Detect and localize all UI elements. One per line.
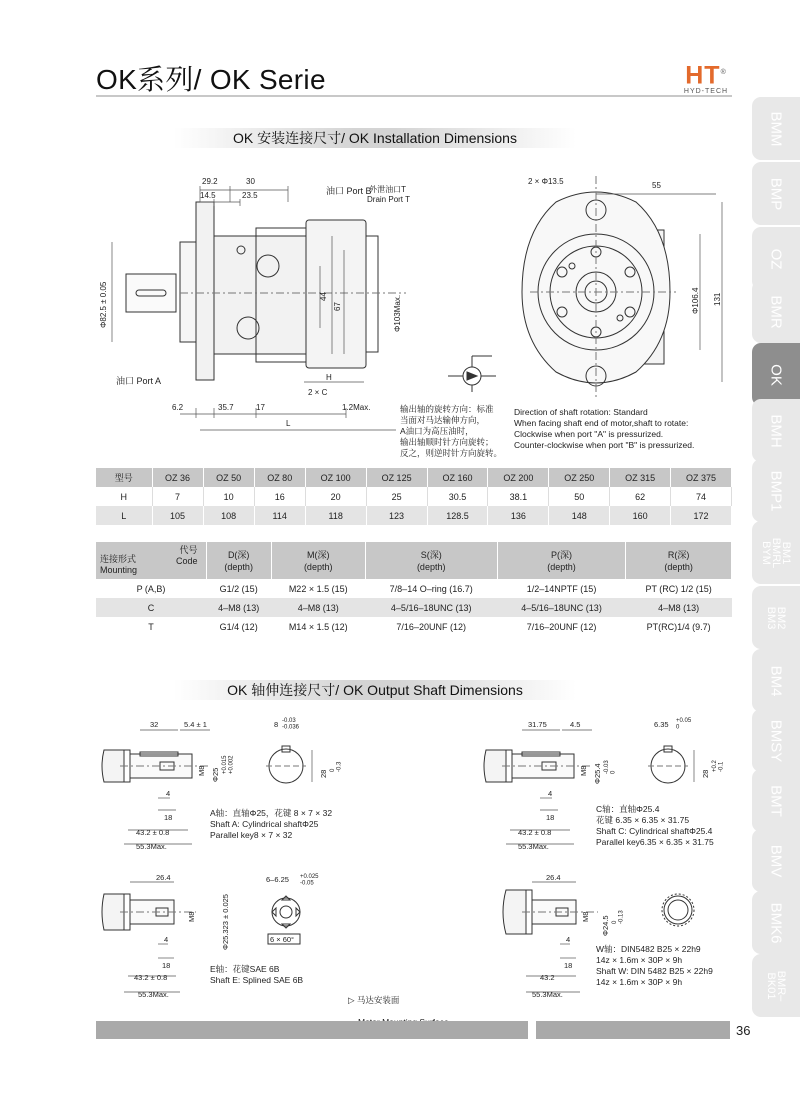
tol-8: -0.03 -0.036	[282, 718, 300, 731]
dim-44: 44	[319, 292, 328, 301]
tol-28: 0-0.3	[330, 761, 343, 772]
side-tab-label: BM1 BMRL BYM	[760, 537, 792, 568]
table-row	[96, 487, 732, 506]
table-cell: 7	[152, 487, 203, 506]
dim-phi25: Φ25	[211, 767, 220, 782]
dim-28: 28	[701, 769, 710, 778]
dim-18: 18	[162, 961, 171, 970]
table-cell: 4–M8 (13)	[626, 598, 732, 617]
dim-8: 8	[274, 720, 279, 729]
dim-6-35: 6.35	[654, 720, 669, 729]
table-cell: PT(RC)1/4 (9.7)	[626, 617, 732, 636]
dim-m8: M8	[187, 911, 196, 922]
table-cell: 1/2–14NPTF (15)	[497, 579, 625, 598]
dim-6-6-25: 6–6.25	[266, 875, 289, 884]
table-cell: 38.1	[488, 487, 549, 506]
logo-reg: ®	[720, 69, 727, 76]
table-cell: 4–M8 (13)	[206, 598, 271, 617]
models-header-label: 型号	[96, 468, 152, 487]
dim-phi82: Φ82.5 ± 0.05	[99, 281, 108, 328]
logo-subtitle: HYD-TECH	[683, 88, 729, 96]
side-tab-label: BMSY	[767, 719, 785, 762]
dim-m8: M8	[197, 765, 206, 776]
model-col: OZ 36	[152, 468, 203, 487]
side-tab-bmr-bk01[interactable]	[752, 954, 800, 1017]
dim-6-2: 6.2	[172, 403, 184, 412]
dim-4-5: 4.5	[570, 720, 581, 729]
dim-5-4: 5.4 ± 1	[184, 720, 207, 729]
dim-55-3: 55.3Max.	[532, 990, 563, 999]
dim-43-2: 43.2 ± 0.8	[134, 973, 168, 982]
side-tab-label: OZ	[767, 248, 785, 269]
page-number: 36	[736, 1023, 751, 1038]
dim-67: 67	[333, 302, 342, 311]
model-col: OZ 315	[610, 468, 671, 487]
row-label: T	[96, 617, 206, 636]
dim-43-2: 43.2 ± 0.8	[518, 828, 552, 837]
dim-14-5: 14.5	[200, 191, 216, 200]
label-port-a: 油口 Port A	[116, 376, 162, 386]
side-tab-bmsy[interactable]	[752, 709, 800, 772]
label-port-b: 油口 Port B	[326, 186, 372, 196]
table-cell: G1/4 (12)	[206, 617, 271, 636]
table-cell: 7/16–20UNF (12)	[497, 617, 625, 636]
model-col: OZ 375	[671, 468, 732, 487]
side-tab-label: BM2 BM3	[765, 606, 787, 629]
row-label: C	[96, 598, 206, 617]
shaft-section-title: OK 轴伸连接尺寸/ OK Output Shaft Dimensions	[227, 682, 523, 698]
table-cell: 105	[152, 506, 203, 525]
table-cell: M14 × 1.5 (12)	[271, 617, 365, 636]
footer-bar-right	[536, 1021, 730, 1039]
side-tab-label: OK	[767, 363, 785, 386]
side-tab-bm2[interactable]	[752, 586, 800, 649]
table-row	[96, 617, 732, 636]
tol-25-4: -0.030	[604, 760, 617, 774]
side-tab-bmk6[interactable]	[752, 891, 800, 954]
dim-angle: 6 × 60°	[270, 935, 295, 944]
row-label: L	[96, 506, 152, 525]
mount-col: D(深) (depth)	[206, 542, 271, 579]
mount-surface-cn: 马达安装面	[356, 995, 400, 1005]
side-tab-bmh[interactable]	[752, 399, 800, 462]
dim-l: L	[286, 419, 291, 428]
tol-24-5: 0-0.13	[612, 910, 625, 924]
logo-mark: HT	[685, 61, 721, 90]
side-tab-bmp[interactable]	[752, 162, 800, 225]
side-tab-bmr[interactable]	[752, 280, 800, 343]
side-tab-label: BMR– BK01	[765, 970, 787, 1001]
table-cell: 114	[254, 506, 305, 525]
table-cell: 136	[488, 506, 549, 525]
corner-code: 代号 Code	[175, 545, 198, 566]
table-cell: 172	[671, 506, 732, 525]
hydraulic-symbol-icon	[440, 350, 504, 394]
mount-col: S(深) (depth)	[365, 542, 497, 579]
side-tab-bm1[interactable]	[752, 521, 800, 584]
table-cell: 160	[610, 506, 671, 525]
side-tab-label: BMR	[767, 294, 785, 329]
shaft-e-caption: E轴：花键SAE 6B Shaft E: Splined SAE 6B	[210, 964, 304, 985]
dim-55-3: 55.3Max.	[518, 842, 549, 851]
side-tab-bmp1[interactable]	[752, 459, 800, 522]
mount-col: P(深) (depth)	[497, 542, 625, 579]
dim-55: 55	[652, 181, 661, 190]
side-tab-bm4[interactable]	[752, 649, 800, 712]
table-row	[96, 506, 732, 525]
shaft-w-caption: W轴：DIN5482 B25 × 22h9 14z × 1.6m × 30P × 9h Shaft W: DIN 5482 B25 × 22h9 14z × 1.6m × 30P × 9h	[596, 944, 713, 987]
table-cell: 16	[254, 487, 305, 506]
table-cell: PT (RC) 1/2 (15)	[626, 579, 732, 598]
dim-26-4: 26.4	[546, 873, 561, 882]
side-tab-label: BMK6	[767, 902, 785, 943]
table-cell: 108	[203, 506, 254, 525]
dim-2x-phi13: 2 × Φ13.5	[528, 177, 564, 186]
table-cell: 7/8–14 O–ring (16.7)	[365, 579, 497, 598]
dim-29-2: 29.2	[202, 177, 218, 186]
tol-6-35: +0.05 0	[676, 718, 692, 731]
mount-col: R(深) (depth)	[626, 542, 732, 579]
label-drain-en: Drain Port T	[367, 195, 410, 204]
dim-17: 17	[256, 403, 265, 412]
side-tab-label: BMH	[767, 413, 785, 448]
dim-55-3: 55.3Max.	[138, 990, 169, 999]
page-title: OK系列/ OK Serie	[96, 64, 326, 95]
tol-6-6-25: +0.025 -0.05	[300, 874, 319, 887]
tol-25: +0.015+0.002	[222, 755, 235, 774]
dim-2xc: 2 × C	[308, 388, 328, 397]
models-table	[96, 468, 732, 525]
dim-43-2: 43.2 ± 0.8	[136, 828, 170, 837]
mounting-header-row	[96, 542, 732, 579]
table-cell: 4–M8 (13)	[271, 598, 365, 617]
footer-bar-left	[96, 1021, 528, 1039]
table-cell: 4–5/16–18UNC (13)	[365, 598, 497, 617]
shaft-section-bar	[174, 680, 576, 700]
table-cell: 25	[366, 487, 427, 506]
mount-surface-triangle-icon: ▷	[348, 995, 357, 1005]
row-label: P (A,B)	[96, 579, 206, 598]
table-cell: 118	[305, 506, 366, 525]
dim-4: 4	[164, 935, 169, 944]
shaft-c-caption: C轴：直轴Φ25.4 花键 6.35 × 6.35 × 31.75 Shaft C: Cylindrical shaftΦ25.4 Parallel key6.35 × 6.35 × 31.75	[596, 804, 714, 847]
dim-phi24-5: Φ24.5	[601, 915, 610, 936]
table-row	[96, 579, 732, 598]
table-cell: 148	[549, 506, 610, 525]
table-cell: M22 × 1.5 (15)	[271, 579, 365, 598]
dim-43-2: 43.2	[540, 973, 555, 982]
table-cell: 74	[671, 487, 732, 506]
table-cell: 20	[305, 487, 366, 506]
dim-131: 131	[713, 292, 722, 306]
model-col: OZ 125	[366, 468, 427, 487]
dim-32: 32	[150, 720, 159, 729]
model-col: OZ 160	[427, 468, 488, 487]
dim-h: H	[326, 373, 332, 382]
dim-4: 4	[166, 789, 171, 798]
dim-31-75: 31.75	[528, 720, 547, 729]
installation-section-title: OK 安装连接尺寸/ OK Installation Dimensions	[233, 130, 517, 146]
dim-35-7: 35.7	[218, 403, 234, 412]
dim-4: 4	[548, 789, 553, 798]
rotation-note-en: Direction of shaft rotation: Standard When facing shaft end of motor,shaft to rotate: Clockwise when port "A" is pressurized. Counter-clockwise when port "B" is pressurized.	[514, 407, 695, 450]
front-view-drawing	[500, 172, 732, 402]
side-tab-label: BMV	[767, 844, 785, 877]
dim-55-3: 55.3Max.	[136, 842, 167, 851]
dim-23-5: 23.5	[242, 191, 258, 200]
tol-28: +0.2-0.1	[712, 760, 725, 772]
side-view-drawing	[96, 166, 426, 438]
label-drain-cn: 外泄油口T	[369, 185, 406, 194]
side-tab-label: BM4	[767, 665, 785, 696]
side-tab-label: BMM	[767, 111, 785, 146]
dim-26-4: 26.4	[156, 873, 171, 882]
dim-18: 18	[564, 961, 573, 970]
mounting-corner-cell	[96, 542, 206, 579]
model-col: OZ 100	[305, 468, 366, 487]
table-cell: 10	[203, 487, 254, 506]
dim-m8: M8	[581, 911, 590, 922]
table-cell: 62	[610, 487, 671, 506]
dim-30: 30	[246, 177, 255, 186]
dim-phi103: Φ103Max.	[393, 294, 402, 332]
table-cell: 128.5	[427, 506, 488, 525]
brand-logo	[676, 60, 736, 95]
dim-phi106: Φ106.4	[691, 287, 700, 314]
row-label: H	[96, 487, 152, 506]
side-tab-ok[interactable]	[752, 343, 800, 406]
mounting-table	[96, 542, 732, 636]
model-col: OZ 80	[254, 468, 305, 487]
side-tab-bmv[interactable]	[752, 829, 800, 892]
shaft-a-caption: A轴：直轴Φ25，花键 8 × 7 × 32 Shaft A: Cylindrical shaftΦ25 Parallel key8 × 7 × 32	[210, 808, 333, 840]
dim-28: 28	[319, 769, 328, 778]
side-tab-label: BMP1	[767, 470, 785, 511]
corner-mounting: 连接形式 Mounting	[100, 554, 138, 575]
table-row	[96, 598, 732, 617]
dim-m8: M8	[579, 765, 588, 776]
title-rule	[96, 95, 732, 97]
model-col: OZ 250	[549, 468, 610, 487]
table-cell: G1/2 (15)	[206, 579, 271, 598]
side-tab-label: BMT	[767, 784, 785, 817]
dim-phi25-4: Φ25.4	[593, 763, 602, 784]
dim-18: 18	[164, 813, 173, 822]
table-cell: 30.5	[427, 487, 488, 506]
side-tab-label: BMP	[767, 177, 785, 210]
model-col: OZ 200	[488, 468, 549, 487]
mount-col: M(深) (depth)	[271, 542, 365, 579]
table-cell: 4–5/16–18UNC (13)	[497, 598, 625, 617]
models-header-row	[96, 468, 732, 487]
table-cell: 7/16–20UNF (12)	[365, 617, 497, 636]
side-tab-bmt[interactable]	[752, 769, 800, 832]
installation-section-bar	[174, 128, 576, 148]
dim-18: 18	[546, 813, 555, 822]
side-tab-bmm[interactable]	[752, 97, 800, 160]
rotation-note-cn: 输出轴的旋转方向：标准 当面对马达输伸方向， A油口为高压油时， 输出轴顺时针方向旋转； 反之，则逆时针方向旋转。	[400, 404, 503, 458]
table-cell: 50	[549, 487, 610, 506]
dim-1-2: 1.2Max.	[342, 403, 371, 412]
table-cell: 123	[366, 506, 427, 525]
dim-4: 4	[566, 935, 571, 944]
dim-phi25-323: Φ25.323 ± 0.025	[221, 894, 230, 950]
model-col: OZ 50	[203, 468, 254, 487]
